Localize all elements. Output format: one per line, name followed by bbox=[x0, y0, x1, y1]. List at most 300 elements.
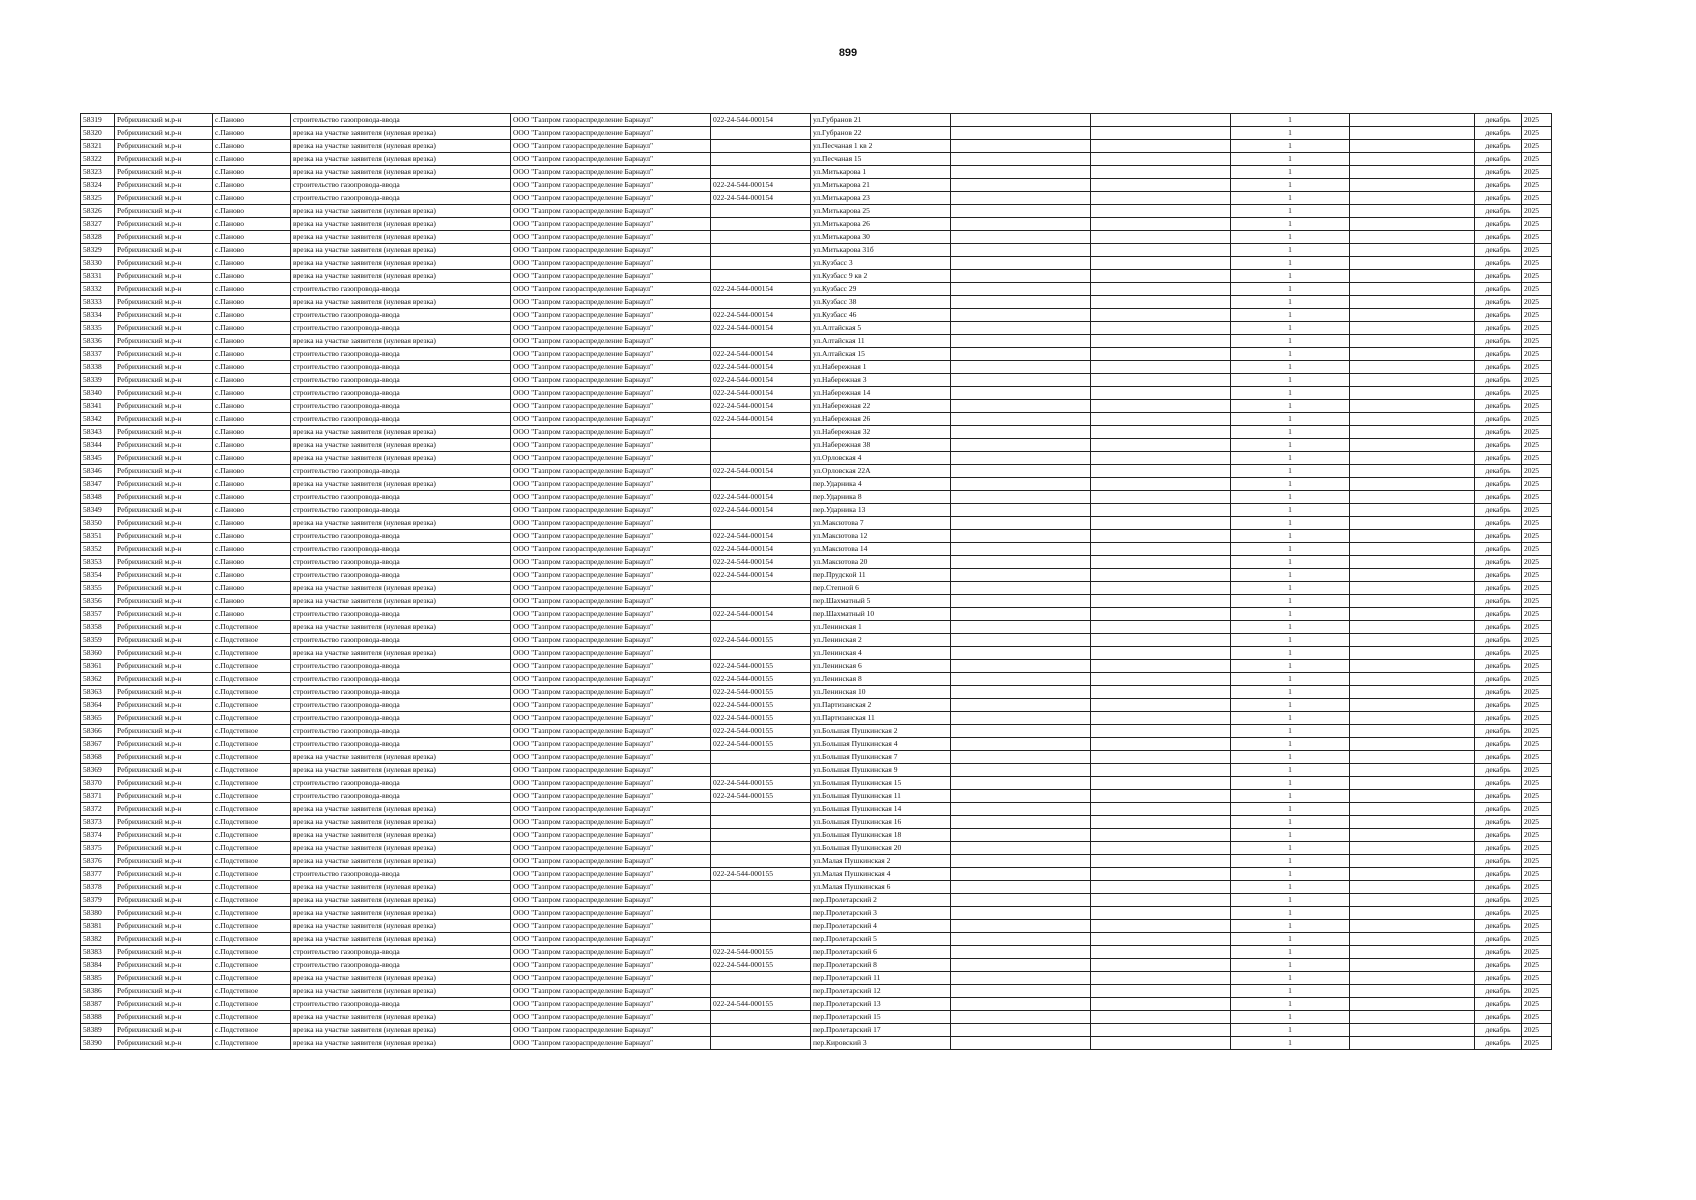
record-number: 58341 bbox=[81, 400, 115, 413]
table-row bbox=[81, 400, 1552, 413]
empty-cell bbox=[1091, 712, 1231, 725]
work-type: врезка на участке заявителя (нулевая врезка) bbox=[291, 140, 511, 153]
table-row bbox=[81, 348, 1552, 361]
quantity: 1 bbox=[1231, 920, 1350, 933]
municipal-district: Ребрихинский м.р-н bbox=[115, 660, 213, 673]
record-number: 58363 bbox=[81, 686, 115, 699]
address: пер.Пролетарский 12 bbox=[811, 985, 951, 998]
record-number: 58382 bbox=[81, 933, 115, 946]
empty-cell bbox=[1350, 114, 1475, 127]
empty-cell bbox=[951, 322, 1091, 335]
empty-cell bbox=[951, 816, 1091, 829]
organization: ООО "Газпром газораспределение Барнаул" bbox=[511, 712, 711, 725]
contract-number bbox=[711, 842, 811, 855]
contract-number bbox=[711, 452, 811, 465]
table-row bbox=[81, 803, 1552, 816]
settlement: с.Подстепное bbox=[213, 816, 291, 829]
empty-cell bbox=[1091, 244, 1231, 257]
quantity: 1 bbox=[1231, 998, 1350, 1011]
record-number: 58386 bbox=[81, 985, 115, 998]
month: декабрь bbox=[1475, 582, 1522, 595]
municipal-district: Ребрихинский м.р-н bbox=[115, 569, 213, 582]
work-type: врезка на участке заявителя (нулевая врезка) bbox=[291, 842, 511, 855]
quantity: 1 bbox=[1231, 218, 1350, 231]
settlement: с.Паново bbox=[213, 296, 291, 309]
address: ул.Кузбасс 46 bbox=[811, 309, 951, 322]
empty-cell bbox=[1350, 452, 1475, 465]
empty-cell bbox=[1350, 803, 1475, 816]
municipal-district: Ребрихинский м.р-н bbox=[115, 855, 213, 868]
month: декабрь bbox=[1475, 803, 1522, 816]
table-row bbox=[81, 790, 1552, 803]
empty-cell bbox=[1350, 907, 1475, 920]
year: 2025 bbox=[1522, 348, 1552, 361]
address: ул.Партизанская 2 bbox=[811, 699, 951, 712]
organization: ООО "Газпром газораспределение Барнаул" bbox=[511, 725, 711, 738]
table-row bbox=[81, 569, 1552, 582]
year: 2025 bbox=[1522, 738, 1552, 751]
municipal-district: Ребрихинский м.р-н bbox=[115, 1024, 213, 1037]
work-type: строительство газопровода-ввода bbox=[291, 192, 511, 205]
quantity: 1 bbox=[1231, 569, 1350, 582]
record-number: 58368 bbox=[81, 751, 115, 764]
empty-cell bbox=[1350, 894, 1475, 907]
month: декабрь bbox=[1475, 777, 1522, 790]
address: пер.Ударника 8 bbox=[811, 491, 951, 504]
empty-cell bbox=[951, 309, 1091, 322]
empty-cell bbox=[1350, 556, 1475, 569]
quantity: 1 bbox=[1231, 413, 1350, 426]
table-row bbox=[81, 582, 1552, 595]
address: пер.Шахматный 10 bbox=[811, 608, 951, 621]
empty-cell bbox=[1350, 218, 1475, 231]
empty-cell bbox=[1091, 1024, 1231, 1037]
empty-cell bbox=[1091, 933, 1231, 946]
empty-cell bbox=[1350, 205, 1475, 218]
organization: ООО "Газпром газораспределение Барнаул" bbox=[511, 192, 711, 205]
organization: ООО "Газпром газораспределение Барнаул" bbox=[511, 400, 711, 413]
organization: ООО "Газпром газораспределение Барнаул" bbox=[511, 374, 711, 387]
address: ул.Кузбасс 3 bbox=[811, 257, 951, 270]
settlement: с.Паново bbox=[213, 439, 291, 452]
quantity: 1 bbox=[1231, 608, 1350, 621]
quantity: 1 bbox=[1231, 244, 1350, 257]
year: 2025 bbox=[1522, 634, 1552, 647]
quantity: 1 bbox=[1231, 309, 1350, 322]
work-type: врезка на участке заявителя (нулевая врезка) bbox=[291, 647, 511, 660]
record-number: 58359 bbox=[81, 634, 115, 647]
empty-cell bbox=[1091, 634, 1231, 647]
year: 2025 bbox=[1522, 218, 1552, 231]
month: декабрь bbox=[1475, 400, 1522, 413]
empty-cell bbox=[1350, 712, 1475, 725]
municipal-district: Ребрихинский м.р-н bbox=[115, 894, 213, 907]
table-row bbox=[81, 413, 1552, 426]
municipal-district: Ребрихинский м.р-н bbox=[115, 400, 213, 413]
contract-number bbox=[711, 621, 811, 634]
work-type: врезка на участке заявителя (нулевая врезка) bbox=[291, 1024, 511, 1037]
table-row bbox=[81, 244, 1552, 257]
empty-cell bbox=[1350, 530, 1475, 543]
municipal-district: Ребрихинский м.р-н bbox=[115, 530, 213, 543]
year: 2025 bbox=[1522, 426, 1552, 439]
empty-cell bbox=[951, 192, 1091, 205]
organization: ООО "Газпром газораспределение Барнаул" bbox=[511, 881, 711, 894]
address: ул.Малая Пушкинская 6 bbox=[811, 881, 951, 894]
settlement: с.Подстепное bbox=[213, 621, 291, 634]
quantity: 1 bbox=[1231, 959, 1350, 972]
record-number: 58370 bbox=[81, 777, 115, 790]
settlement: с.Паново bbox=[213, 140, 291, 153]
municipal-district: Ребрихинский м.р-н bbox=[115, 907, 213, 920]
empty-cell bbox=[1350, 738, 1475, 751]
record-number: 58337 bbox=[81, 348, 115, 361]
work-type: строительство газопровода-ввода bbox=[291, 556, 511, 569]
organization: ООО "Газпром газораспределение Барнаул" bbox=[511, 1037, 711, 1050]
empty-cell bbox=[1091, 751, 1231, 764]
work-type: строительство газопровода-ввода bbox=[291, 699, 511, 712]
month: декабрь bbox=[1475, 1037, 1522, 1050]
record-number: 58332 bbox=[81, 283, 115, 296]
quantity: 1 bbox=[1231, 556, 1350, 569]
empty-cell bbox=[951, 205, 1091, 218]
contract-number bbox=[711, 1024, 811, 1037]
settlement: с.Подстепное bbox=[213, 1024, 291, 1037]
contract-number: 022-24-544-000154 bbox=[711, 387, 811, 400]
quantity: 1 bbox=[1231, 816, 1350, 829]
quantity: 1 bbox=[1231, 972, 1350, 985]
month: декабрь bbox=[1475, 335, 1522, 348]
table-row bbox=[81, 387, 1552, 400]
month: декабрь bbox=[1475, 842, 1522, 855]
month: декабрь bbox=[1475, 543, 1522, 556]
work-type: врезка на участке заявителя (нулевая врезка) bbox=[291, 231, 511, 244]
year: 2025 bbox=[1522, 374, 1552, 387]
empty-cell bbox=[1091, 543, 1231, 556]
month: декабрь bbox=[1475, 504, 1522, 517]
municipal-district: Ребрихинский м.р-н bbox=[115, 1037, 213, 1050]
year: 2025 bbox=[1522, 400, 1552, 413]
empty-cell bbox=[1091, 140, 1231, 153]
settlement: с.Паново bbox=[213, 504, 291, 517]
address: ул.Митькарова 23 bbox=[811, 192, 951, 205]
table-row bbox=[81, 426, 1552, 439]
quantity: 1 bbox=[1231, 361, 1350, 374]
contract-number bbox=[711, 166, 811, 179]
quantity: 1 bbox=[1231, 296, 1350, 309]
quantity: 1 bbox=[1231, 881, 1350, 894]
empty-cell bbox=[951, 972, 1091, 985]
contract-number bbox=[711, 127, 811, 140]
organization: ООО "Газпром газораспределение Барнаул" bbox=[511, 309, 711, 322]
organization: ООО "Газпром газораспределение Барнаул" bbox=[511, 777, 711, 790]
empty-cell bbox=[1091, 296, 1231, 309]
record-number: 58356 bbox=[81, 595, 115, 608]
quantity: 1 bbox=[1231, 933, 1350, 946]
quantity: 1 bbox=[1231, 504, 1350, 517]
organization: ООО "Газпром газораспределение Барнаул" bbox=[511, 660, 711, 673]
empty-cell bbox=[1350, 868, 1475, 881]
register-table bbox=[80, 113, 1552, 1050]
year: 2025 bbox=[1522, 790, 1552, 803]
empty-cell bbox=[1091, 374, 1231, 387]
table-row bbox=[81, 894, 1552, 907]
work-type: строительство газопровода-ввода bbox=[291, 959, 511, 972]
contract-number: 022-24-544-000154 bbox=[711, 413, 811, 426]
table-row bbox=[81, 842, 1552, 855]
empty-cell bbox=[1091, 790, 1231, 803]
contract-number: 022-24-544-000154 bbox=[711, 309, 811, 322]
quantity: 1 bbox=[1231, 270, 1350, 283]
empty-cell bbox=[951, 790, 1091, 803]
empty-cell bbox=[1350, 543, 1475, 556]
contract-number: 022-24-544-000155 bbox=[711, 868, 811, 881]
contract-number bbox=[711, 426, 811, 439]
year: 2025 bbox=[1522, 595, 1552, 608]
empty-cell bbox=[1091, 881, 1231, 894]
municipal-district: Ребрихинский м.р-н bbox=[115, 790, 213, 803]
month: декабрь bbox=[1475, 790, 1522, 803]
empty-cell bbox=[1350, 491, 1475, 504]
quantity: 1 bbox=[1231, 764, 1350, 777]
year: 2025 bbox=[1522, 881, 1552, 894]
table-row bbox=[81, 647, 1552, 660]
work-type: строительство газопровода-ввода bbox=[291, 179, 511, 192]
work-type: строительство газопровода-ввода bbox=[291, 608, 511, 621]
empty-cell bbox=[1350, 855, 1475, 868]
month: декабрь bbox=[1475, 283, 1522, 296]
empty-cell bbox=[951, 166, 1091, 179]
address: ул.Партизанская 11 bbox=[811, 712, 951, 725]
empty-cell bbox=[951, 985, 1091, 998]
year: 2025 bbox=[1522, 855, 1552, 868]
empty-cell bbox=[951, 452, 1091, 465]
quantity: 1 bbox=[1231, 257, 1350, 270]
municipal-district: Ребрихинский м.р-н bbox=[115, 751, 213, 764]
work-type: врезка на участке заявителя (нулевая врезка) bbox=[291, 582, 511, 595]
contract-number bbox=[711, 517, 811, 530]
organization: ООО "Газпром газораспределение Барнаул" bbox=[511, 946, 711, 959]
record-number: 58355 bbox=[81, 582, 115, 595]
empty-cell bbox=[1350, 621, 1475, 634]
quantity: 1 bbox=[1231, 725, 1350, 738]
table-row bbox=[81, 543, 1552, 556]
municipal-district: Ребрихинский м.р-н bbox=[115, 491, 213, 504]
month: декабрь bbox=[1475, 712, 1522, 725]
contract-number bbox=[711, 894, 811, 907]
month: декабрь bbox=[1475, 855, 1522, 868]
address: ул.Большая Пушкинская 16 bbox=[811, 816, 951, 829]
month: декабрь bbox=[1475, 868, 1522, 881]
record-number: 58385 bbox=[81, 972, 115, 985]
settlement: с.Подстепное bbox=[213, 881, 291, 894]
empty-cell bbox=[1350, 751, 1475, 764]
month: декабрь bbox=[1475, 608, 1522, 621]
table-row bbox=[81, 1024, 1552, 1037]
work-type: врезка на участке заявителя (нулевая врезка) bbox=[291, 855, 511, 868]
municipal-district: Ребрихинский м.р-н bbox=[115, 257, 213, 270]
table-row bbox=[81, 738, 1552, 751]
empty-cell bbox=[1091, 114, 1231, 127]
empty-cell bbox=[1091, 153, 1231, 166]
municipal-district: Ребрихинский м.р-н bbox=[115, 413, 213, 426]
address: пер.Ударника 13 bbox=[811, 504, 951, 517]
record-number: 58350 bbox=[81, 517, 115, 530]
empty-cell bbox=[951, 842, 1091, 855]
month: декабрь bbox=[1475, 556, 1522, 569]
year: 2025 bbox=[1522, 491, 1552, 504]
table-row bbox=[81, 1037, 1552, 1050]
empty-cell bbox=[951, 478, 1091, 491]
address: ул.Максютова 12 bbox=[811, 530, 951, 543]
empty-cell bbox=[951, 686, 1091, 699]
empty-cell bbox=[1350, 374, 1475, 387]
year: 2025 bbox=[1522, 920, 1552, 933]
work-type: врезка на участке заявителя (нулевая врезка) bbox=[291, 595, 511, 608]
month: декабрь bbox=[1475, 738, 1522, 751]
empty-cell bbox=[1091, 608, 1231, 621]
record-number: 58390 bbox=[81, 1037, 115, 1050]
table-row bbox=[81, 127, 1552, 140]
address: ул.Губранов 22 bbox=[811, 127, 951, 140]
organization: ООО "Газпром газораспределение Барнаул" bbox=[511, 738, 711, 751]
work-type: врезка на участке заявителя (нулевая врезка) bbox=[291, 829, 511, 842]
organization: ООО "Газпром газораспределение Барнаул" bbox=[511, 803, 711, 816]
organization: ООО "Газпром газораспределение Барнаул" bbox=[511, 283, 711, 296]
month: декабрь bbox=[1475, 634, 1522, 647]
contract-number bbox=[711, 933, 811, 946]
address: ул.Набережная 14 bbox=[811, 387, 951, 400]
work-type: строительство газопровода-ввода bbox=[291, 543, 511, 556]
month: декабрь bbox=[1475, 192, 1522, 205]
organization: ООО "Газпром газораспределение Барнаул" bbox=[511, 1024, 711, 1037]
work-type: строительство газопровода-ввода bbox=[291, 868, 511, 881]
municipal-district: Ребрихинский м.р-н bbox=[115, 517, 213, 530]
empty-cell bbox=[1350, 816, 1475, 829]
address: ул.Ленинская 10 bbox=[811, 686, 951, 699]
record-number: 58327 bbox=[81, 218, 115, 231]
organization: ООО "Газпром газораспределение Барнаул" bbox=[511, 894, 711, 907]
contract-number bbox=[711, 1011, 811, 1024]
empty-cell bbox=[951, 829, 1091, 842]
work-type: врезка на участке заявителя (нулевая врезка) bbox=[291, 205, 511, 218]
month: декабрь bbox=[1475, 920, 1522, 933]
contract-number: 022-24-544-000154 bbox=[711, 348, 811, 361]
settlement: с.Паново bbox=[213, 361, 291, 374]
empty-cell bbox=[951, 933, 1091, 946]
municipal-district: Ребрихинский м.р-н bbox=[115, 842, 213, 855]
settlement: с.Подстепное bbox=[213, 738, 291, 751]
contract-number bbox=[711, 231, 811, 244]
municipal-district: Ребрихинский м.р-н bbox=[115, 972, 213, 985]
empty-cell bbox=[951, 153, 1091, 166]
month: декабрь bbox=[1475, 751, 1522, 764]
municipal-district: Ребрихинский м.р-н bbox=[115, 439, 213, 452]
work-type: строительство газопровода-ввода bbox=[291, 413, 511, 426]
address: ул.Большая Пушкинская 4 bbox=[811, 738, 951, 751]
empty-cell bbox=[951, 751, 1091, 764]
settlement: с.Паново bbox=[213, 413, 291, 426]
municipal-district: Ребрихинский м.р-н bbox=[115, 478, 213, 491]
contract-number bbox=[711, 920, 811, 933]
month: декабрь bbox=[1475, 699, 1522, 712]
contract-number bbox=[711, 816, 811, 829]
record-number: 58383 bbox=[81, 946, 115, 959]
empty-cell bbox=[951, 998, 1091, 1011]
year: 2025 bbox=[1522, 543, 1552, 556]
month: декабрь bbox=[1475, 530, 1522, 543]
quantity: 1 bbox=[1231, 348, 1350, 361]
settlement: с.Подстепное bbox=[213, 725, 291, 738]
quantity: 1 bbox=[1231, 452, 1350, 465]
address: ул.Ленинская 1 bbox=[811, 621, 951, 634]
empty-cell bbox=[1350, 309, 1475, 322]
record-number: 58376 bbox=[81, 855, 115, 868]
empty-cell bbox=[1091, 595, 1231, 608]
quantity: 1 bbox=[1231, 140, 1350, 153]
settlement: с.Паново bbox=[213, 465, 291, 478]
table-row bbox=[81, 686, 1552, 699]
empty-cell bbox=[1091, 530, 1231, 543]
empty-cell bbox=[1091, 998, 1231, 1011]
organization: ООО "Газпром газораспределение Барнаул" bbox=[511, 244, 711, 257]
empty-cell bbox=[951, 868, 1091, 881]
empty-cell bbox=[1350, 270, 1475, 283]
settlement: с.Паново bbox=[213, 270, 291, 283]
table-row bbox=[81, 335, 1552, 348]
municipal-district: Ребрихинский м.р-н bbox=[115, 738, 213, 751]
quantity: 1 bbox=[1231, 335, 1350, 348]
record-number: 58352 bbox=[81, 543, 115, 556]
organization: ООО "Газпром газораспределение Барнаул" bbox=[511, 907, 711, 920]
record-number: 58366 bbox=[81, 725, 115, 738]
settlement: с.Подстепное bbox=[213, 894, 291, 907]
table-row bbox=[81, 166, 1552, 179]
municipal-district: Ребрихинский м.р-н bbox=[115, 166, 213, 179]
address: ул.Набережная 1 bbox=[811, 361, 951, 374]
work-type: врезка на участке заявителя (нулевая врезка) bbox=[291, 1037, 511, 1050]
organization: ООО "Газпром газораспределение Барнаул" bbox=[511, 491, 711, 504]
settlement: с.Подстепное bbox=[213, 712, 291, 725]
empty-cell bbox=[1091, 400, 1231, 413]
month: декабрь bbox=[1475, 231, 1522, 244]
organization: ООО "Газпром газораспределение Барнаул" bbox=[511, 140, 711, 153]
record-number: 58358 bbox=[81, 621, 115, 634]
empty-cell bbox=[1350, 842, 1475, 855]
table-row bbox=[81, 517, 1552, 530]
empty-cell bbox=[1091, 972, 1231, 985]
year: 2025 bbox=[1522, 361, 1552, 374]
organization: ООО "Газпром газораспределение Барнаул" bbox=[511, 530, 711, 543]
work-type: врезка на участке заявителя (нулевая врезка) bbox=[291, 127, 511, 140]
empty-cell bbox=[951, 595, 1091, 608]
empty-cell bbox=[1350, 647, 1475, 660]
empty-cell bbox=[1091, 647, 1231, 660]
municipal-district: Ребрихинский м.р-н bbox=[115, 114, 213, 127]
empty-cell bbox=[1091, 127, 1231, 140]
organization: ООО "Газпром газораспределение Барнаул" bbox=[511, 621, 711, 634]
record-number: 58344 bbox=[81, 439, 115, 452]
organization: ООО "Газпром газораспределение Барнаул" bbox=[511, 166, 711, 179]
quantity: 1 bbox=[1231, 673, 1350, 686]
record-number: 58346 bbox=[81, 465, 115, 478]
empty-cell bbox=[1350, 829, 1475, 842]
month: декабрь bbox=[1475, 517, 1522, 530]
organization: ООО "Газпром газораспределение Барнаул" bbox=[511, 790, 711, 803]
empty-cell bbox=[1091, 335, 1231, 348]
address: ул.Максютова 14 bbox=[811, 543, 951, 556]
record-number: 58384 bbox=[81, 959, 115, 972]
